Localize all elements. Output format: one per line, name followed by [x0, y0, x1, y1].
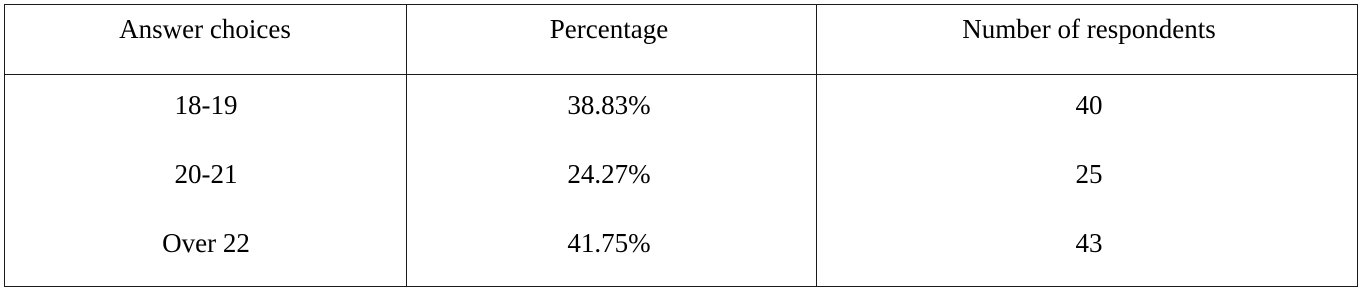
header-divider [5, 74, 1357, 75]
header-percentage: Percentage [549, 14, 669, 44]
column-divider [406, 5, 407, 286]
cell-choice: Over 22 [162, 228, 250, 258]
header-number-of-respondents: Number of respondents [962, 14, 1216, 44]
cell-percentage: 41.75% [567, 228, 651, 258]
header-answer-choices: Answer choices [119, 14, 291, 44]
survey-table [4, 4, 1358, 287]
cell-respondents: 25 [1075, 159, 1103, 189]
cell-respondents: 40 [1075, 90, 1103, 120]
cell-percentage: 24.27% [567, 159, 651, 189]
cell-percentage: 38.83% [567, 90, 651, 120]
cell-choice: 18-19 [174, 90, 238, 120]
column-divider [816, 5, 817, 286]
cell-respondents: 43 [1075, 228, 1103, 258]
cell-choice: 20-21 [174, 159, 238, 189]
